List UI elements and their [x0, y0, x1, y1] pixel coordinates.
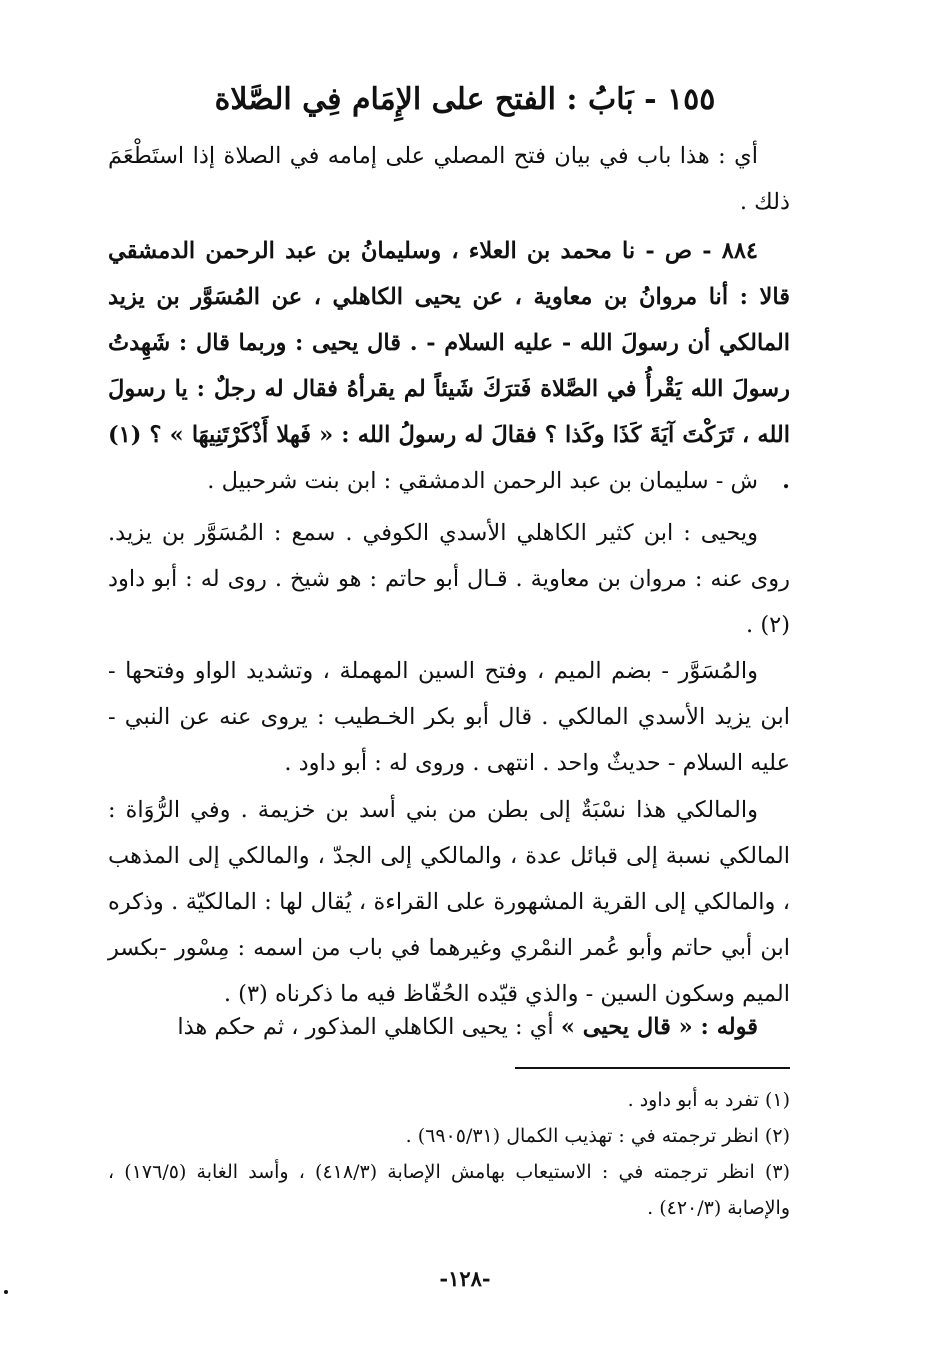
qawluh-rest: أي : يحيى الكاهلي المذكور ، ثم حكم هذا [177, 1014, 561, 1040]
commentary-paragraph-yahya: ويحيى : ابن كثير الكاهلي الأسدي الكوفي . سمع : المُسَوَّر بن يزيد. روى عنه : مروان بن معاوية . قـال أبو حاتم : هو شيخ . روى له : أبو داود (٢) . [108, 520, 790, 638]
footnote-divider [515, 1067, 790, 1069]
commentary-paragraph-maliki: والمالكي هذا نسْبَةٌ إلى بطن من بني أسد بن خزيمة . وفي الرُّوَاة : المالكي نسبة إلى قبائل عدة ، والمالكي إلى الجدّ ، والمالكي إلى المذهب ، والمالكي إلى القرية المشهورة على القراءة ، يُقال لها : المالكيّة . وذكره ابن أبي حاتم وأبو عُمر النمْري وغيرهما في باب من اسمه : مِسْور -بكسر الميم وسكون السين - والذي قيّده الحُفّاظ فيه ما ذكرناه (٣) . [108, 797, 790, 1007]
qawluh-lead: قوله : « قال يحيى » [560, 1014, 758, 1040]
chapter-title: ١٥٥ - بَابُ : الفتح على الإِمَام فِي الصَّلاة [214, 82, 716, 117]
footnote-1: (١) تفرد به أبو داود . [627, 1089, 790, 1111]
commentary-paragraph-qawluh [108, 1004, 790, 1050]
page-number: -١٢٨- [439, 1266, 491, 1291]
footnote-3: (٣) انظر ترجمته في : الاستيعاب بهامش الإصابة (٤١٨/٣) ، وأسد الغابة (١٧٦/٥) ، والإصابة (٤٢٠/٣) . [108, 1161, 790, 1219]
footnote-2: (٢) انظر ترجمته في : تهذيب الكمال (٦٩٠٥/٣١) . [405, 1125, 790, 1147]
hadith-text: ٨٨٤ - ص - نا محمد بن العلاء ، وسليمانُ بن عبد الرحمن الدمشقي قالا : أنا مروانُ بن معاوية ، عن يحيى الكاهلي ، عن المُسَوَّر بن يزيد المالكي أن رسولَ الله - عليه السلام - . قال يحيى : وربما قال : شَهِدتُ رسولَ الله يَقْرأُ في الصَّلاة فَترَكَ شَيئاً لم يقرأهُ فقال له رجلٌ : يا رسولَ الله ، تَرَكْتَ آيَةَ كَذَا وكَذا ؟ فقالَ له رسولُ الله : « فَهلا أَذْكَرْتَنِيهَا » ؟ (١) . [108, 238, 790, 494]
chapter-intro: أي : هذا باب في بيان فتح المصلي على إمامه في الصلاة إذا استَطْعَمَ ذلك . [108, 143, 790, 215]
scan-speck [4, 1290, 8, 1294]
footnotes [108, 1082, 790, 1226]
commentary-paragraph-sulayman: ش - سليمان بن عبد الرحمن الدمشقي : ابن بنت شرحبيل . [207, 468, 758, 494]
commentary-paragraph-musawwar: والمُسَوَّر - بضم الميم ، وفتح السين المهملة ، وتشديد الواو وفتحها - ابن يزيد الأسدي المالكي . قال أبو بكر الخـطيب : يروى عنه عن النبي - عليه السلام - حديثٌ واحد . انتهى . وروى له : أبو داود . [108, 658, 790, 776]
